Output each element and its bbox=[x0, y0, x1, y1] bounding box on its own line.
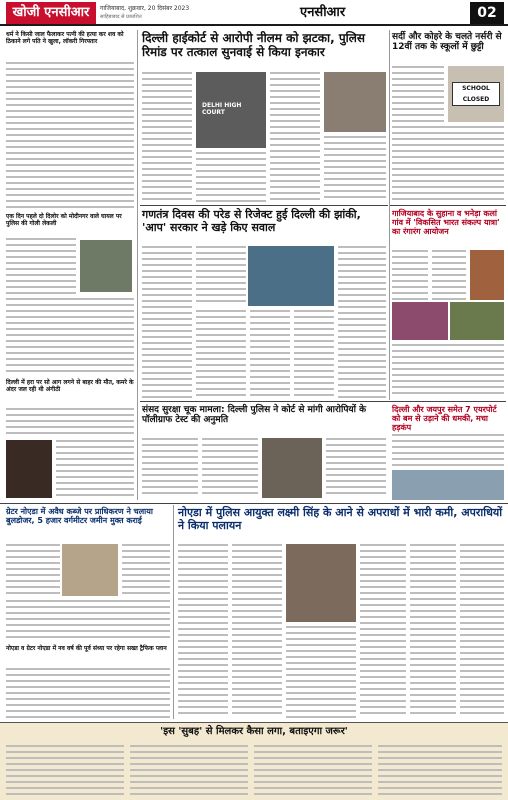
footer-band bbox=[0, 722, 508, 800]
story-body bbox=[254, 745, 372, 797]
column-divider bbox=[389, 30, 390, 400]
story-body bbox=[460, 544, 504, 718]
story-body bbox=[324, 136, 386, 202]
police-commissioner-photo bbox=[286, 544, 356, 622]
story-headline: 'इस 'सुबह' से मिलकर कैसा लगा, बताइएगा जरूर' bbox=[160, 726, 348, 737]
police-officer-photo bbox=[80, 240, 132, 292]
fire-photo bbox=[6, 440, 52, 498]
story-body bbox=[6, 668, 170, 718]
story-body bbox=[196, 310, 246, 398]
masthead bbox=[0, 0, 508, 26]
section-rule bbox=[140, 205, 388, 206]
section-rule bbox=[390, 205, 506, 206]
story-body bbox=[202, 438, 258, 498]
brand-logo: खोजी एनसीआर bbox=[6, 2, 96, 24]
story-body bbox=[270, 72, 320, 202]
story-body bbox=[56, 440, 134, 498]
story-body bbox=[6, 600, 170, 642]
story-body bbox=[326, 438, 386, 498]
school-closed-photo bbox=[448, 66, 504, 122]
story-body bbox=[196, 152, 266, 202]
story-headline: संसद सुरक्षा चूक मामला: दिल्ली पुलिस ने कोर्ट से मांगी आरोपियों के पॉलीग्राफ टेस्ट की अनुमति bbox=[142, 405, 367, 426]
story-body bbox=[392, 434, 504, 468]
court-sign-text: DELHI HIGH COURT bbox=[202, 102, 242, 116]
story-headline: गाजियाबाद के सुहाना व भनेड़ा कलां गांव में 'विकसित भारत संकल्प यात्रा' का रंगारंग आयोजन bbox=[392, 209, 500, 237]
story-headline: दिल्ली और जयपुर समेत 7 एयरपोर्ट को बम से उड़ाने की धमकी, मचा हड़कंप bbox=[392, 405, 497, 433]
story-body bbox=[392, 344, 504, 398]
story-body bbox=[378, 745, 502, 797]
story-body bbox=[338, 246, 386, 398]
subline: साहिबाबाद से प्रकाशित bbox=[100, 14, 142, 20]
column-divider bbox=[137, 30, 138, 500]
story-headline: दिल्ली में हरा पर सो आग लगने से बाहर की मौत, कमरे के अंदर जल रही थी अंगीठी bbox=[6, 379, 134, 393]
story-body bbox=[122, 544, 170, 596]
airport-photo bbox=[392, 470, 504, 500]
story-body bbox=[6, 62, 134, 210]
story-body bbox=[130, 745, 248, 797]
bulldozer-photo bbox=[62, 544, 118, 596]
story-headline: दिल्ली हाईकोर्ट से आरोपी नीलम को झटका, पुलिस रिमांड पर तत्काल सुनवाई से किया इनकार bbox=[142, 31, 366, 59]
minister-photo bbox=[248, 246, 334, 306]
story-body bbox=[142, 246, 192, 398]
story-headline: धर्म ने किसी जाल फैलाकर पत्नी की हत्या कर शव को ठिकाने लगे पति ने खुला, लॉकरी गिरफ्तार bbox=[6, 31, 124, 45]
section-title: एनसीआर bbox=[300, 5, 346, 20]
story-body bbox=[196, 246, 246, 306]
story-body bbox=[410, 544, 456, 718]
story-body bbox=[6, 298, 134, 376]
school-sign bbox=[452, 82, 500, 106]
story-body bbox=[142, 438, 198, 498]
story-headline: सर्दी और कोहरे के चलते नर्सरी से 12वीं तक के स्कूलों में छुट्टी bbox=[392, 32, 502, 53]
school-sign-line-1: SCHOOL bbox=[462, 85, 490, 92]
story-headline: नोएडा में पुलिस आयुक्त लक्ष्मी सिंह के आने से अपराधों में भारी कमी, अपराधियों ने किया पलायन bbox=[178, 506, 503, 532]
story-body bbox=[232, 544, 282, 718]
story-body bbox=[392, 250, 428, 300]
story-body bbox=[432, 250, 466, 300]
court-photo bbox=[196, 72, 266, 148]
column-divider bbox=[173, 505, 174, 719]
story-body bbox=[392, 66, 444, 122]
story-headline: गणतंत्र दिवस की परेड से रिजेक्ट हुई दिल्ली की झांकी, 'आप' सरकार ने खड़े किए सवाल bbox=[142, 208, 361, 234]
story-headline: एक दिन पहले दो दिलोर को मोदीनगर वाले घायल पर पुलिस की गोली लेकली bbox=[6, 213, 122, 227]
section-rule bbox=[0, 503, 508, 504]
story-body bbox=[294, 310, 334, 398]
story-body bbox=[6, 745, 124, 797]
section-rule bbox=[140, 401, 506, 402]
story-body bbox=[6, 408, 134, 438]
accused-photo bbox=[324, 72, 386, 132]
story-body bbox=[250, 310, 290, 398]
story-body bbox=[178, 544, 228, 718]
story-headline: नोएडा व ग्रेटर नोएडा में नव वर्ष की पूर्व संध्या पर रहेगा सख्त ट्रैफिक प्लान bbox=[6, 645, 167, 652]
page-number: 02 bbox=[470, 2, 504, 24]
event-photo bbox=[392, 302, 448, 340]
story-body bbox=[6, 544, 60, 596]
parliament-photo bbox=[262, 438, 322, 498]
story-body bbox=[286, 626, 356, 718]
story-body bbox=[392, 126, 504, 202]
school-sign-line-2: CLOSED bbox=[462, 96, 490, 103]
story-headline: ग्रेटर नोएडा में अवैध कब्जे पर प्राधिकरण ने चलाया बुलडोजर, 5 हजार वर्गमीटर जमीन मुक्त कराई bbox=[6, 507, 153, 526]
story-body bbox=[6, 238, 76, 294]
story-body bbox=[360, 544, 406, 718]
dateline: गाजियाबाद, शुक्रवार, 20 दिसंबर 2023 bbox=[100, 5, 190, 12]
story-body bbox=[142, 72, 192, 202]
event-photo bbox=[470, 250, 504, 300]
event-photo bbox=[450, 302, 504, 340]
